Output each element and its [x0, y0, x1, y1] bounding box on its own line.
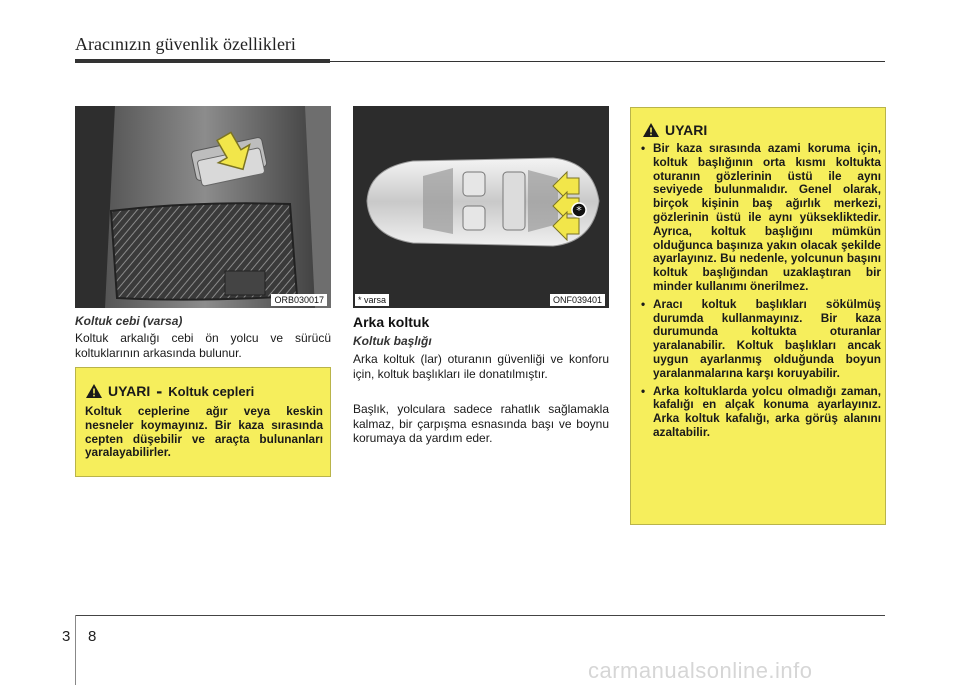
page-header-title: Aracınızın güvenlik özellikleri — [75, 34, 296, 54]
chapter-number: 3 — [62, 628, 71, 645]
warning-header — [86, 383, 254, 399]
header-rule-thin — [330, 61, 885, 62]
warning-triangle-icon — [643, 123, 659, 137]
warning-box-headrest — [630, 107, 886, 525]
warning-title: UYARI — [108, 383, 151, 399]
warning-header — [643, 122, 707, 138]
footer-rule — [75, 615, 885, 616]
warning-item: • Bir kaza sırasında azami koruma için, koltuk başlığının orta kısmı koltukta oturanın gözlerinin üstü ile aynı seviyede bulunmalıdır. Genel olarak, birçok kişinin baş ağırlık merkezi, gözlerinin üstü ile aynı yüksekliktedir. Ayrıca, koltuk başlığını mümkün olduğunca başınıza yakın olacak şekilde ayarlayınız. Bu nedenle, yolcunun başını koltuk başlığından uzaklaştıran bir minder kullanımı önerilmez. — [639, 142, 881, 294]
optional-marker-icon — [572, 203, 586, 217]
image-code: ONF039401 — [550, 294, 605, 306]
warning-box-seat-pocket — [75, 367, 331, 477]
headrest-paragraph-1: Arka koltuk (lar) oturanın güvenliği ve konforu için, koltuk başlıkları ile donatılmıştır. — [353, 352, 609, 381]
warning-item: • Arka koltuklarda yolcu olmadığı zaman, kafalığı en alçak konuma ayarlayınız. Arka koltuk kafalığı, arka görüş alanını azaltabilir. — [639, 385, 881, 440]
image-code: ORB030017 — [271, 294, 327, 306]
seat-pocket-illustration — [75, 106, 331, 308]
warning-subtitle: Koltuk cepleri — [168, 383, 255, 399]
seat-pocket-photo — [75, 106, 331, 308]
watermark: carmanualsonline.info — [588, 658, 813, 683]
seat-pocket-description: Koltuk arkalığı cebi ön yolcu ve sürücü koltuklarının arkasında bulunur. — [75, 331, 331, 360]
headrest-caption: Koltuk başlığı — [353, 334, 432, 348]
optional-note: * varsa — [355, 294, 389, 306]
headrest-paragraph-2: Başlık, yolculara sadece rahatlık sağlamakla kalmaz, bir çarpışma esnasında başı ve boynu korumaya da yardım eder. — [353, 402, 609, 445]
car-topview-illustration — [353, 106, 609, 308]
warning-text: Koltuk ceplerine ağır veya keskin nesneler koymayınız. Bir kaza sırasında cepten düşebilir ve araçta bulunanları yaralayabilirler. — [85, 404, 323, 460]
warning-list — [639, 142, 881, 444]
warning-dash: - — [156, 381, 163, 401]
seat-pocket-caption: Koltuk cebi (varsa) — [75, 314, 183, 328]
svg-text:*: * — [576, 204, 582, 217]
footer-vertical-rule — [75, 615, 76, 685]
warning-triangle-icon — [86, 384, 102, 398]
warning-title: UYARI — [665, 122, 708, 138]
header-rule-thick — [75, 59, 330, 63]
section-title-rear-seat: Arka koltuk — [353, 314, 430, 330]
rear-seat-diagram — [353, 106, 609, 308]
warning-item: • Aracı koltuk başlıkları sökülmüş durumda kullanmayınız. Bir kaza durumunda koltukta oturanlar yaralanabilir. Koltuk başlıkları ancak uygun ayarlanmış olduğunda boyun yaralanmalarına karşı koruyabilir. — [639, 298, 881, 381]
page-number: 8 — [88, 628, 97, 645]
